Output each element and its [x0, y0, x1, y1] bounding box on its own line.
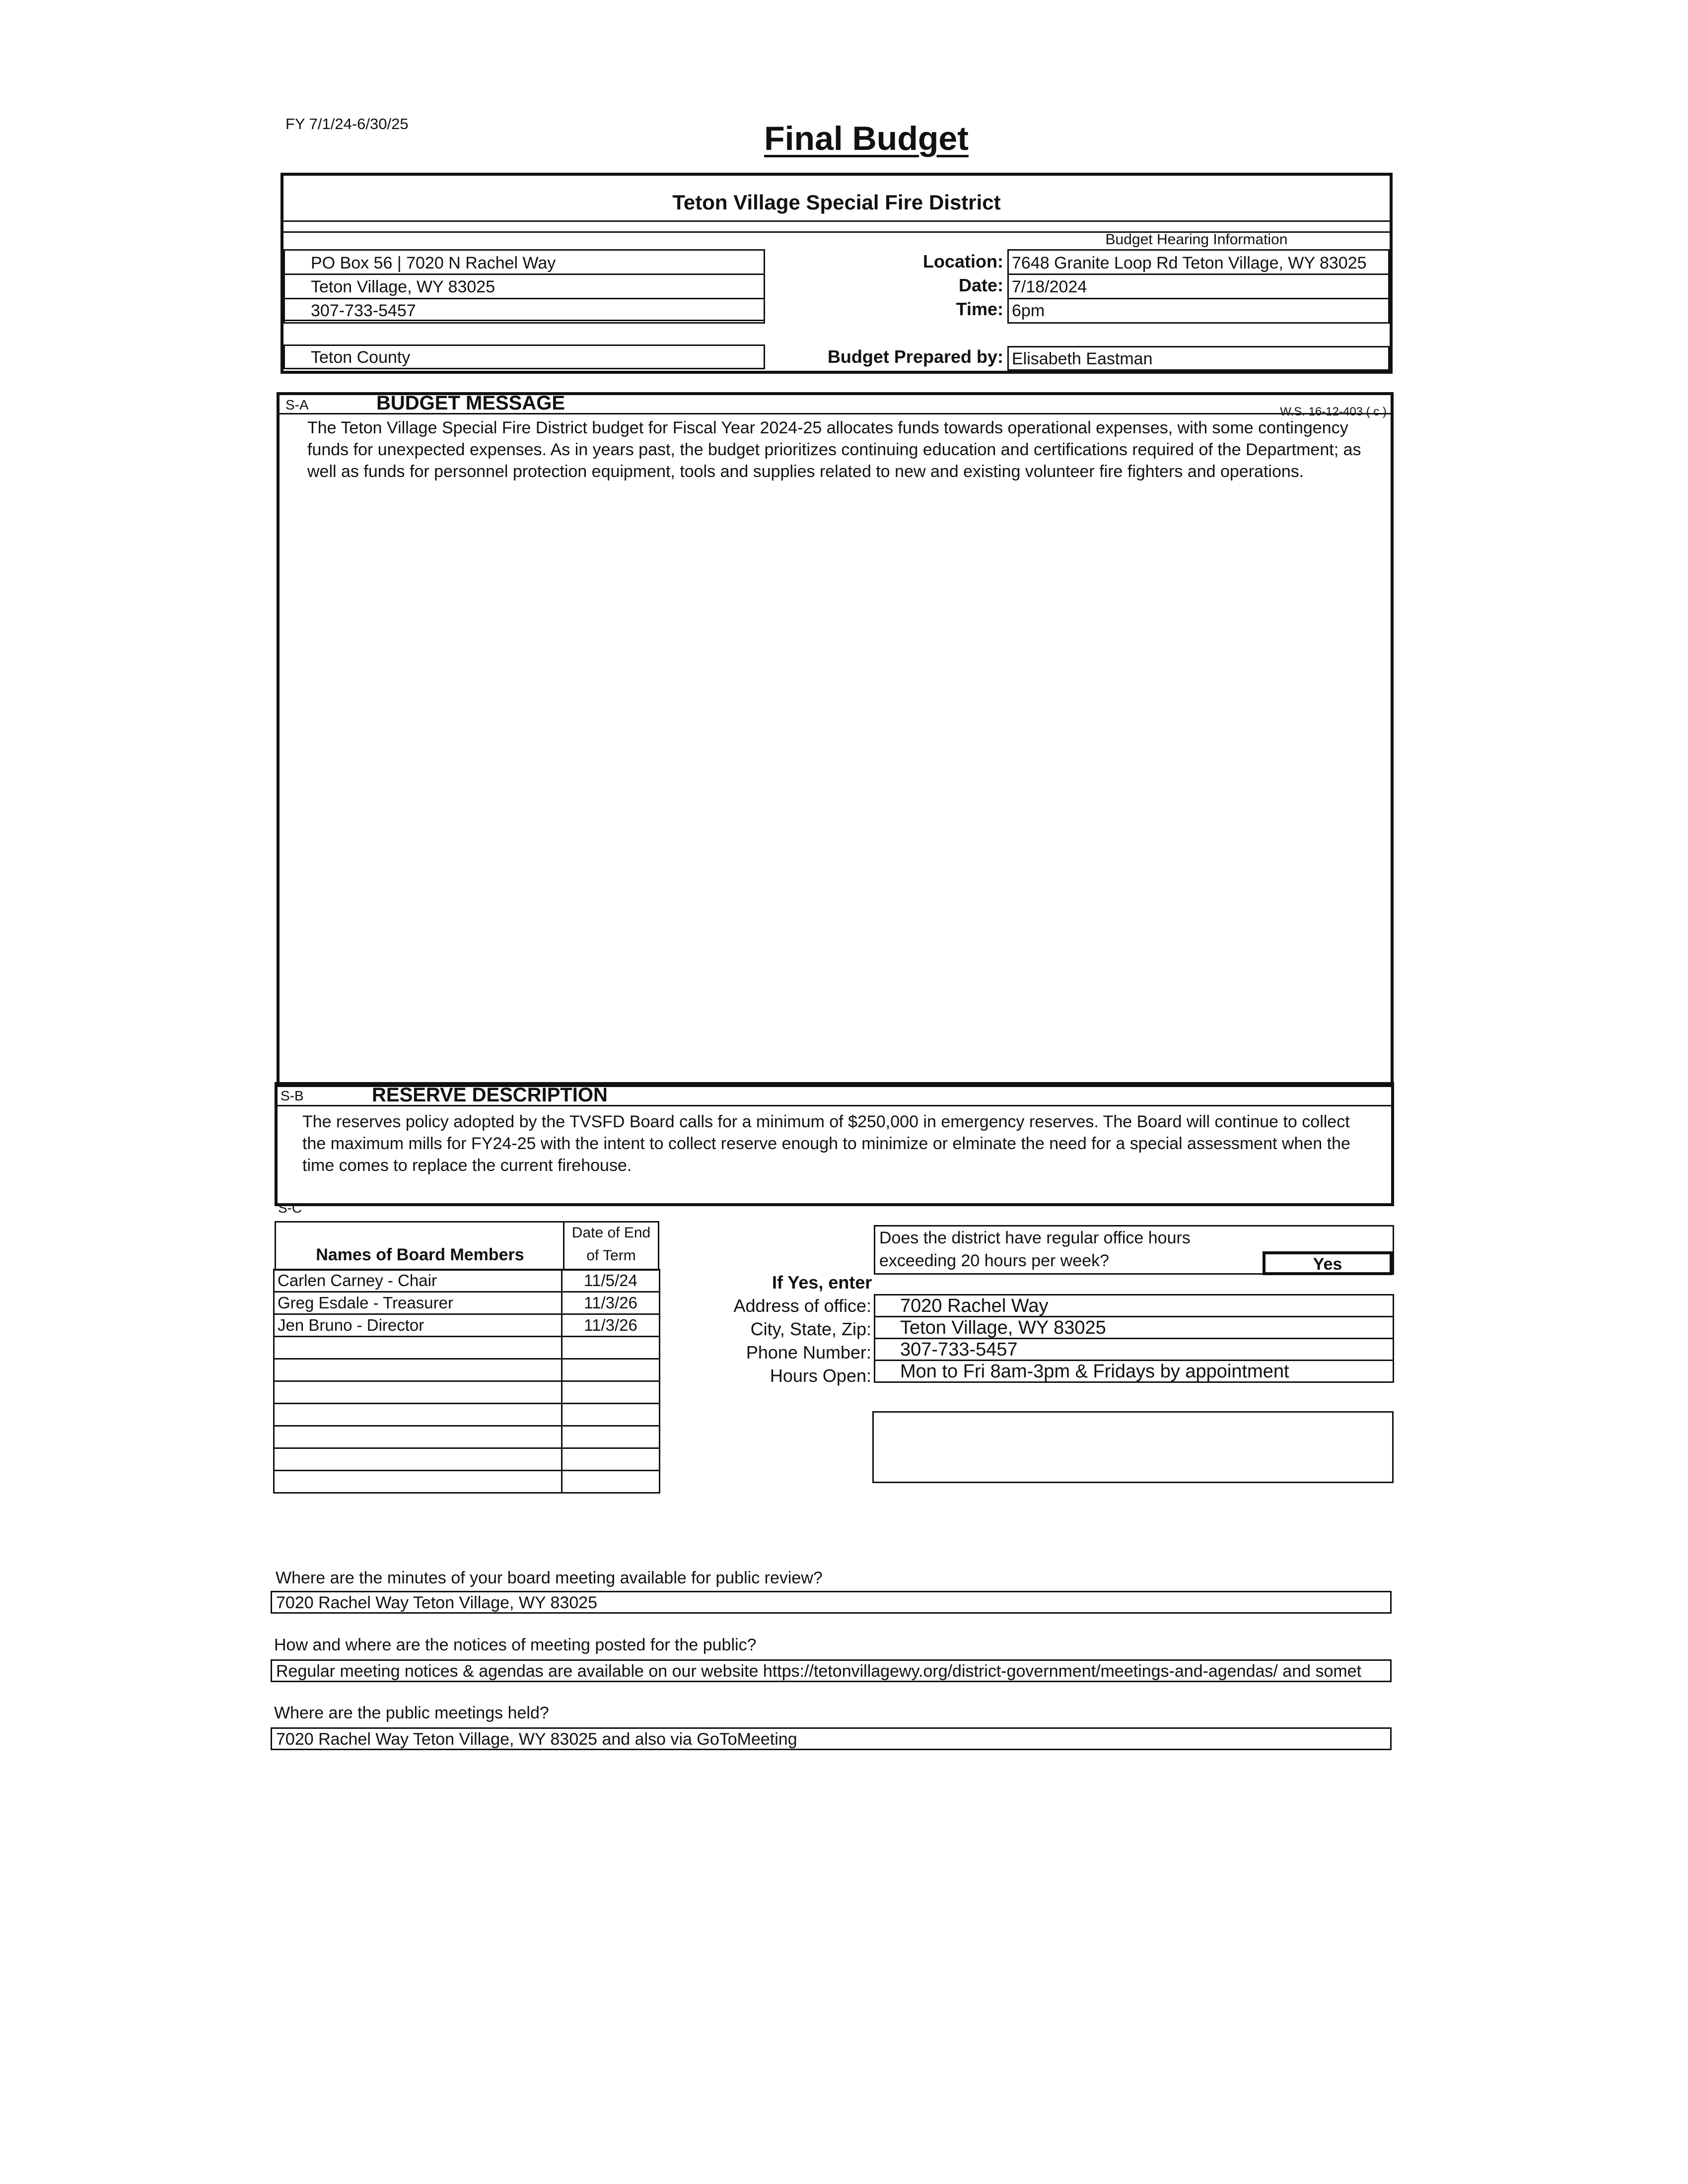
board-member-name: [274, 1337, 562, 1359]
office-phone-label: Phone Number:: [746, 1342, 871, 1363]
board-member-row: [274, 1381, 660, 1404]
meetings-question: Where are the public meetings held?: [274, 1704, 549, 1722]
fiscal-year: FY 7/1/24-6/30/25: [285, 115, 409, 133]
board-member-term: [562, 1426, 660, 1448]
board-member-row: [274, 1426, 660, 1448]
if-yes-label: If Yes, enter: [772, 1272, 872, 1293]
notices-question: How and where are the notices of meeting posted for the public?: [274, 1636, 757, 1654]
prepared-field: Elisabeth Eastman: [1007, 346, 1390, 371]
board-member-term: 11/3/26: [562, 1292, 660, 1314]
board-member-row: [274, 1404, 660, 1426]
col-names-header: Names of Board Members: [316, 1245, 524, 1264]
board-member-name: [274, 1471, 562, 1493]
district-name: Teton Village Special Fire District: [672, 191, 1001, 214]
board-member-name: [274, 1404, 562, 1426]
office-hours-field: Mon to Fri 8am-3pm & Fridays by appointment: [874, 1360, 1394, 1383]
board-member-row: [274, 1337, 660, 1359]
office-hours-answer: Yes: [1263, 1251, 1393, 1275]
office-question-box: [874, 1225, 1394, 1275]
board-member-term: [562, 1404, 660, 1426]
board-table-header: [275, 1221, 659, 1271]
prepared-label: Budget Prepared by:: [827, 346, 1003, 367]
board-member-name: Jen Bruno - Director: [274, 1314, 562, 1337]
board-table: [273, 1269, 660, 1494]
address-line1: PO Box 56 | 7020 N Rachel Way: [311, 254, 556, 273]
time-label: Time:: [956, 299, 1003, 319]
district-info-box: [281, 173, 1393, 374]
statute-ref: W.S. 16-12-403 ( c ): [1280, 405, 1387, 418]
phone: 307-733-5457: [311, 301, 416, 320]
board-member-row: [274, 1448, 660, 1471]
board-member-row: [274, 1270, 660, 1292]
section-tag-sa: S-A: [285, 397, 309, 412]
office-phone-field: 307-733-5457: [874, 1338, 1394, 1361]
budget-message-heading: BUDGET MESSAGE: [376, 392, 565, 414]
time-value: 6pm: [1012, 301, 1045, 320]
page-title: Final Budget: [764, 120, 969, 157]
office-address-field: 7020 Rachel Way: [874, 1294, 1394, 1317]
board-member-name: [274, 1359, 562, 1381]
board-member-row: [274, 1359, 660, 1381]
col-term-header-1: Date of End: [571, 1225, 651, 1241]
address-line2: Teton Village, WY 83025: [311, 277, 495, 296]
board-member-name: Greg Esdale - Treasurer: [274, 1292, 562, 1314]
reserve-heading: RESERVE DESCRIPTION: [372, 1084, 608, 1106]
county-field: Teton County: [283, 344, 765, 369]
notices-answer: Regular meeting notices & agendas are available on our website https://tetonvillagewy.org/district-government/meetings-and-agendas/ and somet: [271, 1659, 1392, 1682]
office-question-line1: Does the district have regular office hours: [879, 1228, 1191, 1247]
office-notes-box: [872, 1411, 1394, 1483]
board-member-term: [562, 1471, 660, 1493]
budget-message-box: [277, 392, 1394, 1087]
board-member-term: [562, 1337, 660, 1359]
office-city-field: Teton Village, WY 83025: [874, 1316, 1394, 1339]
board-member-term: [562, 1381, 660, 1404]
minutes-question: Where are the minutes of your board meeting available for public review?: [276, 1569, 823, 1587]
board-member-row: [274, 1292, 660, 1314]
reserve-box: [275, 1082, 1394, 1206]
board-member-term: 11/5/24: [562, 1270, 660, 1292]
board-member-name: [274, 1381, 562, 1404]
section-tag-sb: S-B: [281, 1088, 304, 1103]
board-member-row: [274, 1314, 660, 1337]
board-member-term: [562, 1359, 660, 1381]
section-tag-sc: S-C: [278, 1200, 302, 1216]
board-member-term: [562, 1448, 660, 1471]
budget-message-text: The Teton Village Special Fire District budget for Fiscal Year 2024-25 allocates funds towards operational expenses, with some contingency funds for unexpected expenses. As in years past, the budget prioritizes continuing education and certifications required of the Department; as well as funds for personnel protection equipment, tools and supplies related to new and existing volunteer fire fighters and operations.: [307, 418, 1361, 481]
col-term-header-2: of Term: [586, 1247, 636, 1264]
location-label: Location:: [923, 251, 1003, 272]
office-city-label: City, State, Zip:: [750, 1319, 871, 1339]
board-member-name: [274, 1448, 562, 1471]
board-member-term: 11/3/26: [562, 1314, 660, 1337]
board-member-name: Carlen Carney - Chair: [274, 1270, 562, 1292]
board-member-name: [274, 1426, 562, 1448]
office-address-label: Address of office:: [733, 1296, 871, 1316]
meetings-answer: 7020 Rachel Way Teton Village, WY 83025 and also via GoToMeeting: [271, 1727, 1392, 1750]
date-value: 7/18/2024: [1012, 277, 1087, 296]
reserve-text: The reserves policy adopted by the TVSFD Board calls for a minimum of $250,000 in emergency reserves. The Board will continue to collect the maximum mills for FY24-25 with the intent to collect reserve enough to minimize or elminate the need for a special assessment when the time comes to replace the current firehouse.: [302, 1112, 1350, 1175]
hearing-heading: Budget Hearing Information: [1105, 231, 1288, 248]
office-question-line2: exceeding 20 hours per week?: [879, 1251, 1110, 1270]
office-hours-label: Hours Open:: [770, 1365, 871, 1386]
location-value: 7648 Granite Loop Rd Teton Village, WY 83025: [1012, 254, 1367, 273]
board-member-row: [274, 1471, 660, 1493]
minutes-answer: 7020 Rachel Way Teton Village, WY 83025: [271, 1591, 1392, 1614]
date-label: Date:: [958, 275, 1003, 295]
